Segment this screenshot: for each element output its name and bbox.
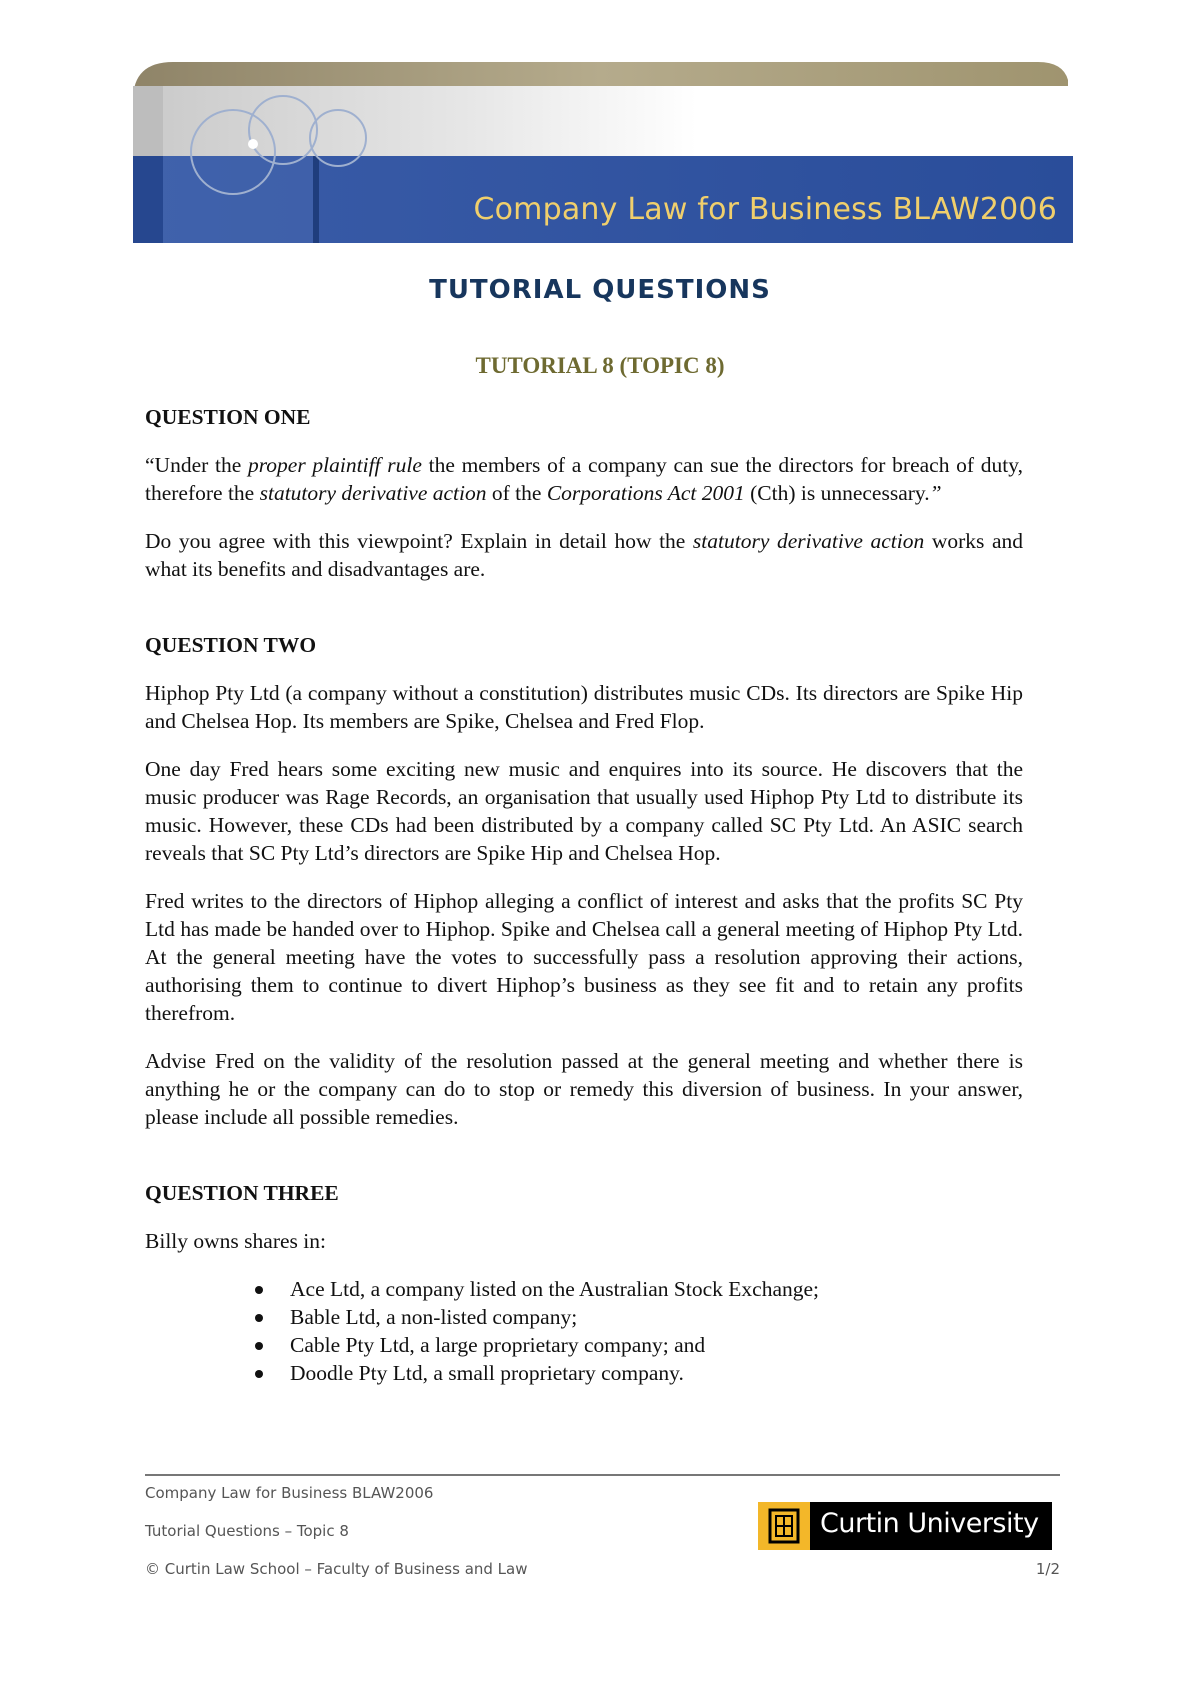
list-item-text: Doodle Pty Ltd, a small proprietary company. [290, 1361, 684, 1385]
list-item [290, 1275, 1023, 1303]
footer-copyright: © Curtin Law School – Faculty of Business and Law [145, 1560, 528, 1578]
logo-wordmark: Curtin University [820, 1508, 1039, 1539]
text-run: the members of a company can sue the directors for breach of duty, therefore the [145, 453, 1023, 505]
question-three-title: QUESTION THREE [145, 1181, 339, 1205]
italic-term: Corporations Act 2001 [546, 481, 745, 505]
text-run: “Under the [145, 453, 248, 477]
list-item-text: Bable Ltd, a non-listed company; [290, 1305, 578, 1329]
list-item [290, 1303, 1023, 1331]
question-one-title: QUESTION ONE [145, 405, 311, 429]
question-three-intro: Billy owns shares in: [145, 1229, 326, 1253]
text-run: (Cth) is unnecessary. [744, 481, 930, 505]
question-two-para-2: One day Fred hears some exciting new music and enquires into its source. He discovers that the music producer was Rage Records, an organisation that usually used Hiphop Pty Ltd to distribute its music. However, these CDs had been distributed by a company called SC Pty Ltd. An ASIC search reveals that SC Pty Ltd’s directors are Spike Hip and Chelsea Hop. [145, 757, 1023, 865]
question-one-task [145, 527, 1023, 583]
list-item-text: Cable Pty Ltd, a large proprietary company; and [290, 1333, 706, 1357]
list-item [290, 1359, 1023, 1387]
footer-topic: Tutorial Questions – Topic 8 [145, 1522, 349, 1540]
list-item [290, 1331, 1023, 1359]
bullet-icon [255, 1342, 263, 1350]
text-run: of the [486, 481, 547, 505]
curtin-crest-icon [758, 1502, 810, 1550]
italic-term: ” [929, 481, 942, 505]
document-body [145, 403, 1023, 1387]
bullet-icon [255, 1314, 263, 1322]
text-run: Do you agree with this viewpoint? Explain in detail how the [145, 529, 693, 553]
header-banner [133, 60, 1073, 245]
footer-divider [145, 1474, 1060, 1476]
question-two-para-4: Advise Fred on the validity of the resolution passed at the general meeting and whether there is anything he or the company can do to stop or remedy this diversion of business. In your answer, please include all possible remedies. [145, 1049, 1023, 1129]
footer-course: Company Law for Business BLAW2006 [145, 1484, 434, 1502]
question-two-para-3: Fred writes to the directors of Hiphop alleging a conflict of interest and asks that the profits SC Pty Ltd has made be handed over to Hiphop. Spike and Chelsea call a general meeting of Hiphop Pty Ltd. At the general meeting have the votes to successfully pass a resolution approving their actions, authorising them to continue to divert Hiphop’s business as they see fit and to retain any profits therefrom. [145, 889, 1023, 1025]
list-item-text: Ace Ltd, a company listed on the Australian Stock Exchange; [290, 1277, 819, 1301]
italic-term: proper plaintiff rule [247, 453, 422, 477]
page-title: TUTORIAL QUESTIONS [429, 275, 771, 305]
bullet-icon [255, 1286, 263, 1294]
italic-term: statutory derivative action [259, 481, 487, 505]
italic-term: statutory derivative action [692, 529, 925, 553]
question-two-para-1: Hiphop Pty Ltd (a company without a constitution) distributes music CDs. Its directors are Spike Hip and Chelsea Hop. Its members are Spike, Chelsea and Fred Flop. [145, 681, 1023, 733]
tutorial-subtitle: TUTORIAL 8 (TOPIC 8) [475, 353, 725, 378]
question-one-quote [145, 451, 1023, 507]
text-run: works and what its benefits and disadvantages are. [145, 529, 1023, 581]
banner-title: Company Law for Business BLAW2006 [473, 192, 1057, 227]
bullet-icon [255, 1370, 263, 1378]
curtin-university-logo [758, 1502, 1052, 1550]
page-number: 1/2 [1035, 1560, 1060, 1578]
question-two-title: QUESTION TWO [145, 633, 317, 657]
shareholdings-list [145, 1275, 1023, 1387]
